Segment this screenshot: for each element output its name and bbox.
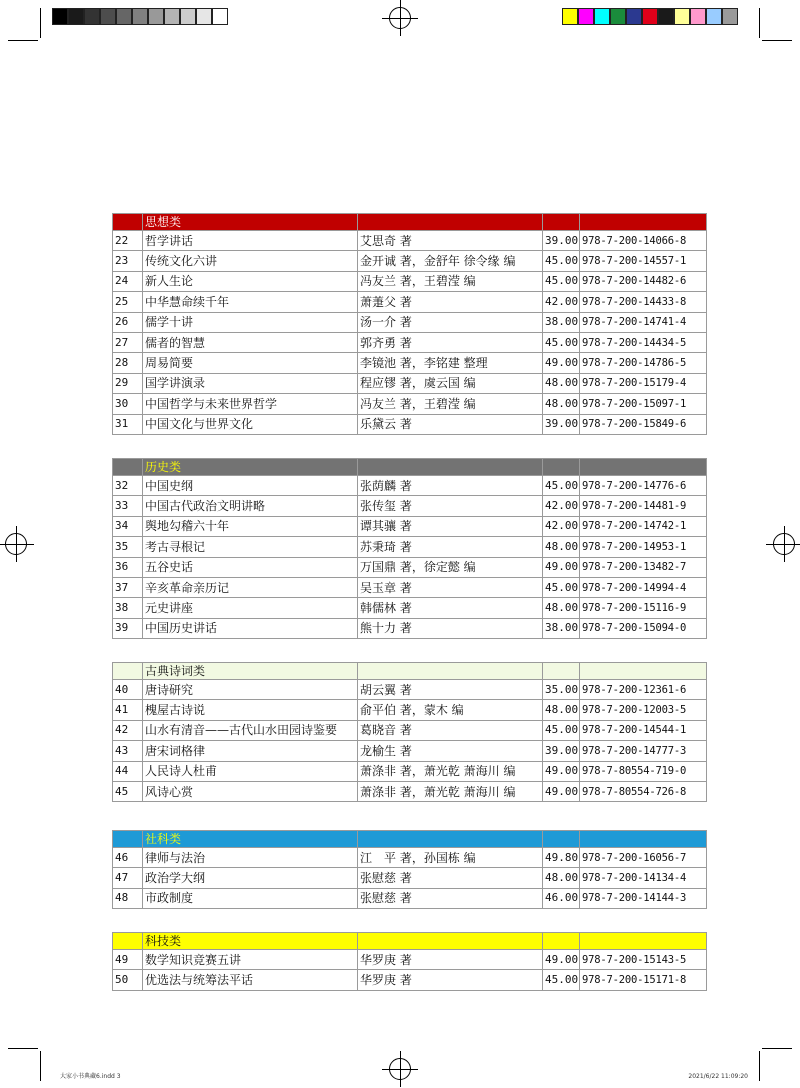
book-author: 葛晓音 著 xyxy=(358,720,543,740)
color-swatch xyxy=(164,8,180,25)
book-price: 39.00 xyxy=(543,414,580,434)
table-row xyxy=(113,292,707,312)
book-title: 元史讲座 xyxy=(143,598,358,618)
book-price: 39.00 xyxy=(543,231,580,251)
book-number: 40 xyxy=(113,680,143,700)
table-row xyxy=(113,496,707,516)
book-title: 政治学大纲 xyxy=(143,868,358,888)
table-row xyxy=(113,332,707,352)
color-swatch xyxy=(626,8,642,25)
header-cell xyxy=(358,459,543,476)
book-author: 汤一介 著 xyxy=(358,312,543,332)
color-swatch xyxy=(642,8,658,25)
book-title: 唐宋词格律 xyxy=(143,741,358,761)
table-row xyxy=(113,950,707,970)
book-isbn: 978-7-200-14544-1 xyxy=(580,720,707,740)
color-swatch xyxy=(180,8,196,25)
book-isbn: 978-7-200-15116-9 xyxy=(580,598,707,618)
book-number: 25 xyxy=(113,292,143,312)
book-price: 39.00 xyxy=(543,741,580,761)
book-price: 48.00 xyxy=(543,868,580,888)
book-number: 23 xyxy=(113,251,143,271)
header-cell xyxy=(113,933,143,950)
book-isbn: 978-7-200-14777-3 xyxy=(580,741,707,761)
book-isbn: 978-7-200-12003-5 xyxy=(580,700,707,720)
book-isbn: 978-7-200-15179-4 xyxy=(580,373,707,393)
book-author: 胡云翼 著 xyxy=(358,680,543,700)
book-price: 48.00 xyxy=(543,700,580,720)
crop-mark xyxy=(40,8,41,38)
table-row xyxy=(113,761,707,781)
category-title: 社科类 xyxy=(143,831,358,848)
book-price: 42.00 xyxy=(543,496,580,516)
book-title: 舆地勾稽六十年 xyxy=(143,516,358,536)
book-title: 哲学讲话 xyxy=(143,231,358,251)
book-isbn: 978-7-200-14482-6 xyxy=(580,271,707,291)
table-row xyxy=(113,312,707,332)
crop-mark xyxy=(759,8,760,38)
header-cell xyxy=(358,933,543,950)
color-swatch xyxy=(722,8,738,25)
color-swatch xyxy=(84,8,100,25)
book-isbn: 978-7-200-12361-6 xyxy=(580,680,707,700)
registration-mark-bottom xyxy=(389,1058,411,1080)
book-author: 俞平伯 著，蒙木 编 xyxy=(358,700,543,720)
book-number: 41 xyxy=(113,700,143,720)
category-header-row xyxy=(113,459,707,476)
book-number: 50 xyxy=(113,970,143,990)
category-table xyxy=(112,830,707,909)
grayscale-color-bar xyxy=(52,8,228,25)
book-title: 国学讲演录 xyxy=(143,373,358,393)
book-price: 46.00 xyxy=(543,888,580,908)
crop-mark xyxy=(8,40,38,41)
book-price: 49.00 xyxy=(543,761,580,781)
book-price: 48.00 xyxy=(543,373,580,393)
table-row xyxy=(113,848,707,868)
category-table xyxy=(112,458,707,639)
book-author: 冯友兰 著，王碧滢 编 xyxy=(358,394,543,414)
header-cell xyxy=(580,459,707,476)
category-header-row xyxy=(113,831,707,848)
table-row xyxy=(113,251,707,271)
color-swatch xyxy=(594,8,610,25)
book-number: 47 xyxy=(113,868,143,888)
registration-mark-right xyxy=(773,533,795,555)
category-title: 古典诗词类 xyxy=(143,663,358,680)
book-price: 38.00 xyxy=(543,312,580,332)
registration-mark-left xyxy=(5,533,27,555)
color-swatch xyxy=(212,8,228,25)
book-author: 张慰慈 著 xyxy=(358,888,543,908)
book-author: 萧涤非 著，萧光乾 萧海川 编 xyxy=(358,781,543,801)
header-cell xyxy=(543,663,580,680)
book-author: 金开诚 著，金舒年 徐令缘 编 xyxy=(358,251,543,271)
header-cell xyxy=(580,214,707,231)
book-number: 48 xyxy=(113,888,143,908)
book-isbn: 978-7-200-13482-7 xyxy=(580,557,707,577)
book-author: 李镜池 著，李铭建 整理 xyxy=(358,353,543,373)
book-isbn: 978-7-80554-719-0 xyxy=(580,761,707,781)
book-number: 26 xyxy=(113,312,143,332)
book-title: 中国史纲 xyxy=(143,476,358,496)
header-cell xyxy=(358,831,543,848)
crop-mark xyxy=(40,1051,41,1081)
book-author: 龙榆生 著 xyxy=(358,741,543,761)
table-row xyxy=(113,577,707,597)
header-cell xyxy=(580,933,707,950)
book-isbn: 978-7-200-14742-1 xyxy=(580,516,707,536)
table-row xyxy=(113,720,707,740)
book-isbn: 978-7-200-14557-1 xyxy=(580,251,707,271)
book-title: 儒学十讲 xyxy=(143,312,358,332)
book-price: 45.00 xyxy=(543,720,580,740)
category-table xyxy=(112,213,707,435)
book-number: 34 xyxy=(113,516,143,536)
book-author: 艾思奇 著 xyxy=(358,231,543,251)
color-swatch xyxy=(196,8,212,25)
book-isbn: 978-7-200-14134-4 xyxy=(580,868,707,888)
book-isbn: 978-7-200-14481-9 xyxy=(580,496,707,516)
book-number: 49 xyxy=(113,950,143,970)
header-cell xyxy=(113,459,143,476)
book-number: 45 xyxy=(113,781,143,801)
book-author: 张慰慈 著 xyxy=(358,868,543,888)
book-number: 32 xyxy=(113,476,143,496)
book-title: 槐屋古诗说 xyxy=(143,700,358,720)
book-title: 市政制度 xyxy=(143,888,358,908)
book-author: 萧涤非 著，萧光乾 萧海川 编 xyxy=(358,761,543,781)
book-title: 中华慧命续千年 xyxy=(143,292,358,312)
book-number: 42 xyxy=(113,720,143,740)
footer-timestamp: 2021/6/22 11:09:20 xyxy=(688,1073,748,1080)
header-cell xyxy=(543,459,580,476)
book-number: 24 xyxy=(113,271,143,291)
book-price: 45.00 xyxy=(543,577,580,597)
table-row xyxy=(113,353,707,373)
table-row xyxy=(113,888,707,908)
table-row xyxy=(113,271,707,291)
book-title: 中国文化与世界文化 xyxy=(143,414,358,434)
book-price: 45.00 xyxy=(543,332,580,352)
header-cell xyxy=(580,663,707,680)
table-row xyxy=(113,557,707,577)
book-author: 张传玺 著 xyxy=(358,496,543,516)
category-title: 思想类 xyxy=(143,214,358,231)
book-title: 风诗心赏 xyxy=(143,781,358,801)
book-number: 46 xyxy=(113,848,143,868)
category-table xyxy=(112,932,707,991)
book-title: 律师与法治 xyxy=(143,848,358,868)
book-author: 乐黛云 著 xyxy=(358,414,543,434)
book-number: 27 xyxy=(113,332,143,352)
header-cell xyxy=(543,933,580,950)
color-swatch xyxy=(132,8,148,25)
table-row xyxy=(113,231,707,251)
book-price: 35.00 xyxy=(543,680,580,700)
book-price: 48.00 xyxy=(543,394,580,414)
book-isbn: 978-7-200-14144-3 xyxy=(580,888,707,908)
color-swatch xyxy=(148,8,164,25)
book-price: 49.00 xyxy=(543,781,580,801)
book-price: 42.00 xyxy=(543,516,580,536)
book-author: 华罗庚 著 xyxy=(358,970,543,990)
book-author: 苏秉琦 著 xyxy=(358,537,543,557)
book-isbn: 978-7-200-14776-6 xyxy=(580,476,707,496)
book-title: 考古寻根记 xyxy=(143,537,358,557)
color-swatch xyxy=(68,8,84,25)
color-swatch xyxy=(690,8,706,25)
book-title: 五谷史话 xyxy=(143,557,358,577)
table-row xyxy=(113,414,707,434)
color-swatch xyxy=(116,8,132,25)
header-cell xyxy=(113,214,143,231)
book-price: 38.00 xyxy=(543,618,580,638)
book-isbn: 978-7-200-15143-5 xyxy=(580,950,707,970)
book-price: 49.00 xyxy=(543,557,580,577)
book-title: 周易简要 xyxy=(143,353,358,373)
crop-mark xyxy=(759,1051,760,1081)
color-swatch xyxy=(52,8,68,25)
crop-mark xyxy=(762,1048,792,1049)
book-title: 中国哲学与未来世界哲学 xyxy=(143,394,358,414)
book-isbn: 978-7-200-16056-7 xyxy=(580,848,707,868)
book-title: 数学知识竞赛五讲 xyxy=(143,950,358,970)
category-header-row xyxy=(113,933,707,950)
book-title: 传统文化六讲 xyxy=(143,251,358,271)
color-swatch xyxy=(610,8,626,25)
book-isbn: 978-7-200-14741-4 xyxy=(580,312,707,332)
book-price: 45.00 xyxy=(543,271,580,291)
book-number: 28 xyxy=(113,353,143,373)
header-cell xyxy=(543,831,580,848)
book-isbn: 978-7-200-14786-5 xyxy=(580,353,707,373)
table-row xyxy=(113,781,707,801)
color-swatch xyxy=(578,8,594,25)
book-isbn: 978-7-200-15171-8 xyxy=(580,970,707,990)
footer-file-name: 大家小书典藏6.indd 3 xyxy=(60,1073,121,1080)
book-price: 49.00 xyxy=(543,353,580,373)
book-number: 39 xyxy=(113,618,143,638)
book-title: 儒者的智慧 xyxy=(143,332,358,352)
book-number: 44 xyxy=(113,761,143,781)
book-author: 郭齐勇 著 xyxy=(358,332,543,352)
book-price: 42.00 xyxy=(543,292,580,312)
table-row xyxy=(113,680,707,700)
category-title: 科技类 xyxy=(143,933,358,950)
header-cell xyxy=(113,663,143,680)
book-isbn: 978-7-200-14953-1 xyxy=(580,537,707,557)
book-isbn: 978-7-200-14434-5 xyxy=(580,332,707,352)
book-number: 37 xyxy=(113,577,143,597)
book-isbn: 978-7-80554-726-8 xyxy=(580,781,707,801)
header-cell xyxy=(580,831,707,848)
header-cell xyxy=(358,663,543,680)
book-author: 吴玉章 著 xyxy=(358,577,543,597)
book-author: 江 平 著，孙国栋 编 xyxy=(358,848,543,868)
book-isbn: 978-7-200-15849-6 xyxy=(580,414,707,434)
color-swatch xyxy=(706,8,722,25)
table-row xyxy=(113,373,707,393)
category-header-row xyxy=(113,663,707,680)
book-price: 48.00 xyxy=(543,598,580,618)
book-number: 31 xyxy=(113,414,143,434)
book-author: 华罗庚 著 xyxy=(358,950,543,970)
book-number: 36 xyxy=(113,557,143,577)
book-title: 山水有清音——古代山水田园诗鉴要 xyxy=(143,720,358,740)
table-row xyxy=(113,598,707,618)
color-swatch xyxy=(658,8,674,25)
color-swatch xyxy=(562,8,578,25)
book-price: 48.00 xyxy=(543,537,580,557)
category-title: 历史类 xyxy=(143,459,358,476)
book-title: 中国历史讲话 xyxy=(143,618,358,638)
registration-mark-top xyxy=(389,7,411,29)
table-row xyxy=(113,970,707,990)
book-title: 优选法与统筹法平话 xyxy=(143,970,358,990)
header-cell xyxy=(543,214,580,231)
color-swatch xyxy=(674,8,690,25)
book-isbn: 978-7-200-14994-4 xyxy=(580,577,707,597)
table-row xyxy=(113,516,707,536)
table-row xyxy=(113,537,707,557)
book-title: 中国古代政治文明讲略 xyxy=(143,496,358,516)
table-row xyxy=(113,394,707,414)
book-title: 辛亥革命亲历记 xyxy=(143,577,358,597)
book-author: 张荫麟 著 xyxy=(358,476,543,496)
color-swatch xyxy=(100,8,116,25)
book-author: 谭其骧 著 xyxy=(358,516,543,536)
book-isbn: 978-7-200-14066-8 xyxy=(580,231,707,251)
book-price: 45.00 xyxy=(543,476,580,496)
book-number: 43 xyxy=(113,741,143,761)
crop-mark xyxy=(762,40,792,41)
book-author: 万国鼎 著，徐定懿 编 xyxy=(358,557,543,577)
book-author: 程应镠 著，虞云国 编 xyxy=(358,373,543,393)
book-author: 冯友兰 著，王碧滢 编 xyxy=(358,271,543,291)
category-header-row xyxy=(113,214,707,231)
process-color-bar xyxy=(562,8,738,25)
book-title: 新人生论 xyxy=(143,271,358,291)
book-number: 22 xyxy=(113,231,143,251)
table-row xyxy=(113,618,707,638)
book-title: 唐诗研究 xyxy=(143,680,358,700)
book-price: 45.00 xyxy=(543,970,580,990)
header-cell xyxy=(113,831,143,848)
book-price: 45.00 xyxy=(543,251,580,271)
book-number: 35 xyxy=(113,537,143,557)
book-author: 韩儒林 著 xyxy=(358,598,543,618)
table-row xyxy=(113,476,707,496)
book-price: 49.80 xyxy=(543,848,580,868)
header-cell xyxy=(358,214,543,231)
book-isbn: 978-7-200-15094-0 xyxy=(580,618,707,638)
crop-mark xyxy=(8,1048,38,1049)
book-number: 33 xyxy=(113,496,143,516)
book-author: 萧萐父 著 xyxy=(358,292,543,312)
table-row xyxy=(113,868,707,888)
book-number: 38 xyxy=(113,598,143,618)
book-author: 熊十力 著 xyxy=(358,618,543,638)
book-isbn: 978-7-200-15097-1 xyxy=(580,394,707,414)
book-price: 49.00 xyxy=(543,950,580,970)
table-row xyxy=(113,700,707,720)
table-row xyxy=(113,741,707,761)
book-title: 人民诗人杜甫 xyxy=(143,761,358,781)
category-table xyxy=(112,662,707,802)
book-isbn: 978-7-200-14433-8 xyxy=(580,292,707,312)
book-number: 30 xyxy=(113,394,143,414)
book-number: 29 xyxy=(113,373,143,393)
